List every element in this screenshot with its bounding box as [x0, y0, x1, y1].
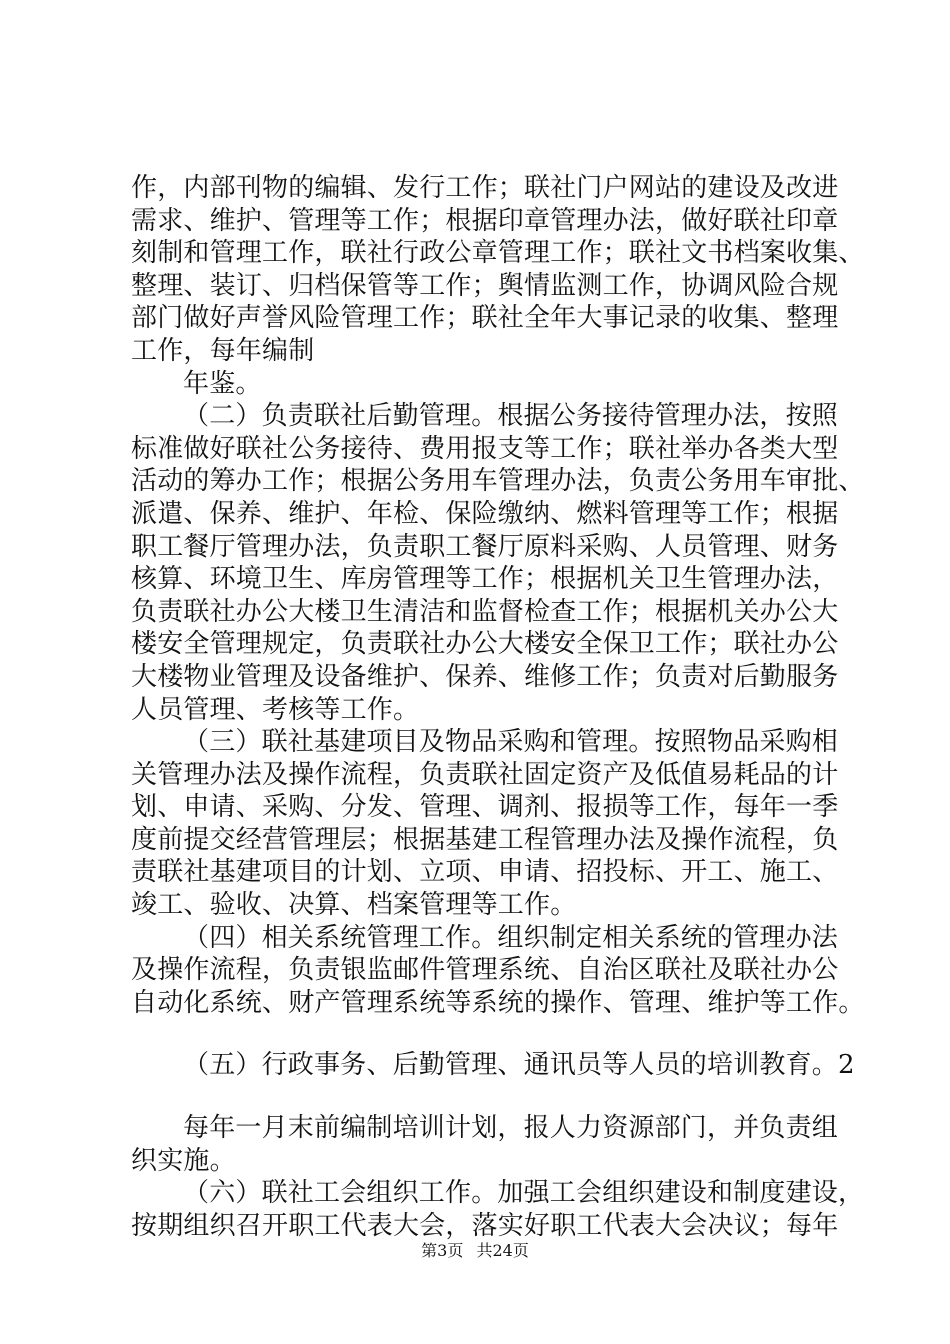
text-line: 楼安全管理规定，负责联社办公大楼安全保卫工作；联社办公	[131, 629, 839, 660]
text-line: 大楼物业管理及设备维护、保养、维修工作；负责对后勤服务	[131, 661, 839, 692]
text-line: 部门做好声誉风险管理工作；联社全年大事记录的收集、整理	[131, 303, 839, 334]
text-line: （五）行政事务、后勤管理、通讯员等人员的培训教育。2	[183, 1050, 855, 1081]
text-line: （三）联社基建项目及物品采购和管理。按照物品采购相	[183, 727, 839, 758]
text-line: 标准做好联社公务接待、费用报支等工作；联社举办各类大型	[131, 433, 839, 464]
text-line: 划、申请、采购、分发、管理、调剂、报损等工作，每年一季	[131, 792, 839, 823]
paragraph-logistics	[131, 400, 865, 726]
text-line: 刻制和管理工作，联社行政公章管理工作；联社文书档案收集、	[131, 238, 865, 269]
paragraph-gap	[131, 1019, 831, 1049]
text-line: 责联社基建项目的计划、立项、申请、招投标、开工、施工、	[131, 857, 839, 888]
text-line: （四）相关系统管理工作。组织制定相关系统的管理办法	[183, 922, 839, 953]
text-line: 整理、装订、归档保管等工作；舆情监测工作，协调风险合规	[131, 270, 839, 301]
text-line: 自动化系统、财产管理系统等系统的操作、管理、维护等工作。	[131, 987, 865, 1018]
text-line: 需求、维护、管理等工作；根据印章管理办法，做好联社印章	[131, 205, 839, 236]
text-line: 度前提交经营管理层；根据基建工程管理办法及操作流程，负	[131, 824, 839, 855]
paragraph-gap	[131, 1082, 831, 1112]
text-line: 按期组织召开职工代表大会，落实好职工代表大会决议；每年	[131, 1210, 839, 1241]
text-line: 职工餐厅管理办法，负责职工餐厅原料采购、人员管理、财务	[131, 531, 839, 562]
paragraph-continuation	[131, 172, 865, 400]
page-footer	[0, 1241, 950, 1261]
text-line: 核算、环境卫生、库房管理等工作；根据机关卫生管理办法，	[131, 564, 839, 595]
text-line: 织实施。	[131, 1145, 236, 1176]
text-line: 派遣、保养、维护、年检、保险缴纳、燃料管理等工作；根据	[131, 498, 839, 529]
text-line: 人员管理、考核等工作。	[131, 694, 420, 725]
paragraph-union	[131, 1177, 865, 1242]
text-line: 负责联社办公大楼卫生清洁和监督检查工作；根据机关办公大	[131, 596, 839, 627]
page-number: 第3页	[421, 1241, 464, 1260]
text-line: 活动的筹办工作；根据公务用车管理办法，负责公务用车审批、	[131, 466, 865, 497]
paragraph-systems	[131, 922, 865, 1020]
text-line: 每年一月末前编制培训计划，报人力资源部门，并负责组	[183, 1113, 839, 1144]
paragraph-procurement	[131, 726, 839, 922]
text-line: 及操作流程，负责银监邮件管理系统、自治区联社及联社办公	[131, 955, 839, 986]
paragraph-training	[131, 1049, 855, 1082]
text-line: （二）负责联社后勤管理。根据公务接待管理办法，按照	[183, 401, 839, 432]
text-line: 工作，每年编制	[131, 335, 315, 366]
page-total: 共24页	[476, 1241, 529, 1260]
text-line: （六）联社工会组织工作。加强工会组织建设和制度建设，	[183, 1178, 865, 1209]
paragraph-training-plan	[131, 1112, 839, 1177]
document-body	[131, 172, 865, 1242]
text-line: 年鉴。	[183, 368, 262, 399]
text-line: 竣工、验收、决算、档案管理等工作。	[131, 890, 577, 921]
text-line: 关管理办法及操作流程，负责联社固定资产及低值易耗品的计	[131, 759, 839, 790]
text-line: 作，内部刊物的编辑、发行工作；联社门户网站的建设及改进	[131, 173, 839, 203]
